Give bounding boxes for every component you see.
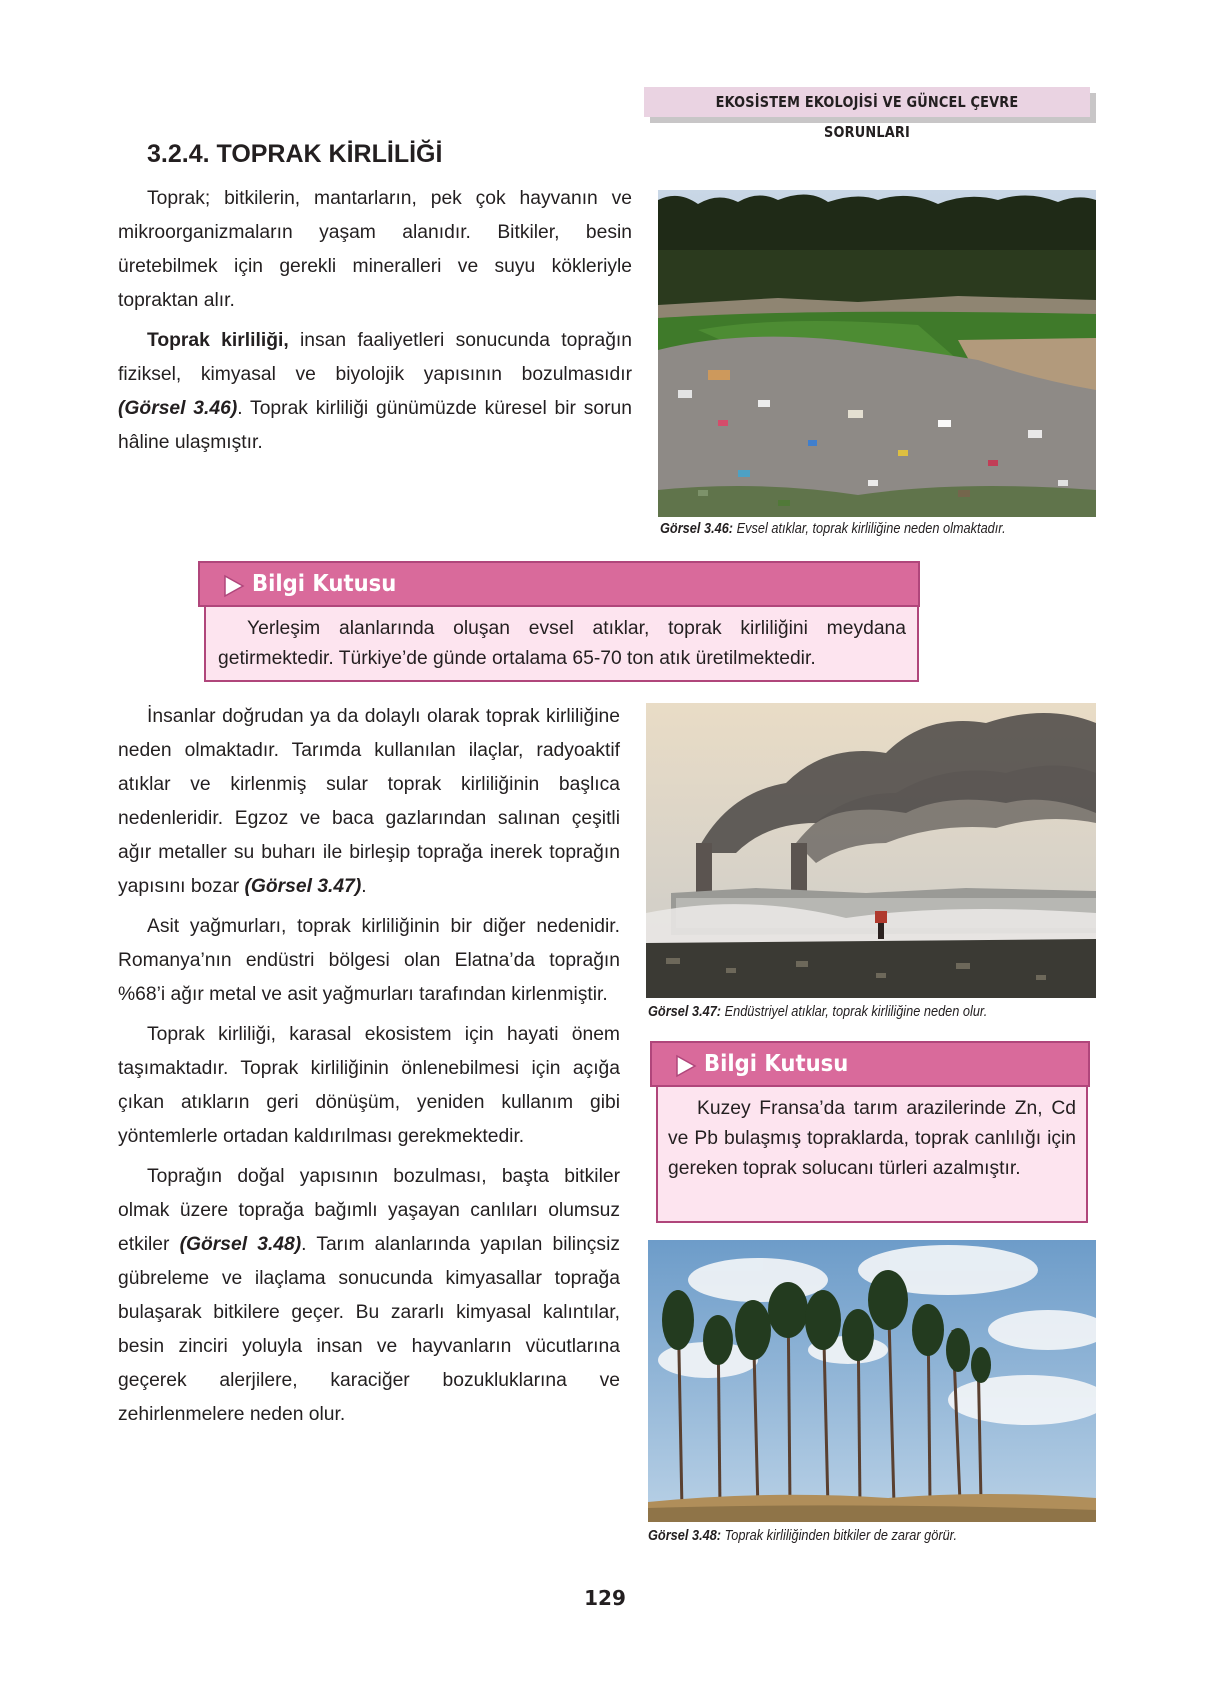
info-box-1-text: Yerleşim alanlarında oluşan evsel atıklar, toprak kirliliğini meydana getirmektedir. Türkiye’de günde ortalama 65-70 ton atık üretilmektedir. [218,618,906,669]
play-icon [674,1054,698,1078]
info-box-1 [204,600,919,682]
term-bold: Toprak kirliliği, [147,330,289,351]
info-box-2-title: Bilgi Kutusu [704,1051,849,1077]
info-box-1-title: Bilgi Kutusu [252,571,397,597]
info-box-2 [656,1080,1088,1223]
body-paragraph-1: İnsanlar doğrudan ya da dolaylı olarak toprak kirliliğine neden olmaktadır. Tarımda kullanılan ilaçlar, radyoaktif atıklar ve kirlenmiş sular toprak kirliliğinin başlıca nedenleridir. Egzoz ve baca gazlarından salınan çeşitli ağır metaller su buharı ile birleşip toprağa inerek toprağın yapısını bozar (Görsel 3.47). [118,706,620,897]
page-number: 129 [584,1586,626,1610]
pine-trees-photo [648,1240,1096,1522]
intro-column [118,182,632,460]
info-box-1-header [198,561,920,607]
info-box-2-header [650,1041,1090,1087]
body-paragraph-3: Toprak kirliliği, karasal ekosistem için hayati önem taşımaktadır. Toprak kirliliğinin önlenebilmesi için açığa çıkan atıkların geri dönüşüm, yeniden kullanım gibi yöntemlerle ortadan kaldırılması gerekmektedir. [118,1024,620,1147]
chapter-tag: EKOSİSTEM EKOLOJİSİ VE GÜNCEL ÇEVRE SORUNLARI [715,93,1019,141]
intro-paragraph-1: Toprak; bitkilerin, mantarların, pek çok hayvanın ve mikroorganizmaların yaşam alanıdır. Bitkiler, besin üretebilmek için gerekli mineralleri ve suyu kökleriyle topraktan alır. [118,188,632,311]
figure-348-caption: Görsel 3.48: Toprak kirliliğinden bitkiler de zarar görür. [648,1528,957,1544]
figure-346-caption: Görsel 3.46: Evsel atıklar, toprak kirliliğine neden olmaktadır. [660,521,1006,537]
body-column [118,700,620,1438]
section-title: 3.2.4. TOPRAK KİRLİLİĞİ [147,140,443,168]
play-icon [222,574,246,598]
intro-paragraph-2: Toprak kirliliği, insan faaliyetleri sonucunda toprağın fiziksel, kimyasal ve biyolojik yapısının bozulmasıdır (Görsel 3.46). Toprak kirliliği günümüzde küresel bir sorun hâline ulaşmıştır. [118,330,632,453]
body-paragraph-2: Asit yağmurları, toprak kirliliğinin bir diğer nedenidir. Romanya’nın endüstri bölgesi olan Elatna’da toprağın %68’i ağır metal ve asit yağmurları tarafından kirlenmiştir. [118,916,620,1005]
figure-reference: (Görsel 3.47) [244,876,362,897]
landfill-photo [658,190,1096,517]
figure-reference: (Görsel 3.46) [118,398,238,419]
body-paragraph-4: Toprağın doğal yapısının bozulması, başta bitkiler olmak üzere toprağa bağımlı yaşayan canlıları olumsuz etkiler (Görsel 3.48). Tarım alanlarında yapılan bilinçsiz gübreleme ve ilaçlama sonucunda kimyasallar toprağa bulaşarak bitkilere geçer. Bu zararlı kimyasal kalıntılar, besin zinciri yoluyla insan ve hayvanların vücutlarına geçerek alerjilere, karaciğer bozukluklarına ve zehirlenmelere neden olur. [118,1166,621,1425]
figure-347-caption: Görsel 3.47: Endüstriyel atıklar, toprak kirliliğine neden olur. [648,1004,988,1020]
info-box-2-text: Kuzey Fransa’da tarım arazilerinde Zn, Cd ve Pb bulaşmış topraklarda, toprak canlılığı için gereken toprak solucanı türleri azalmıştır. [668,1098,1076,1179]
factory-smoke-photo [646,703,1096,998]
figure-reference: (Görsel 3.48) [179,1234,302,1255]
